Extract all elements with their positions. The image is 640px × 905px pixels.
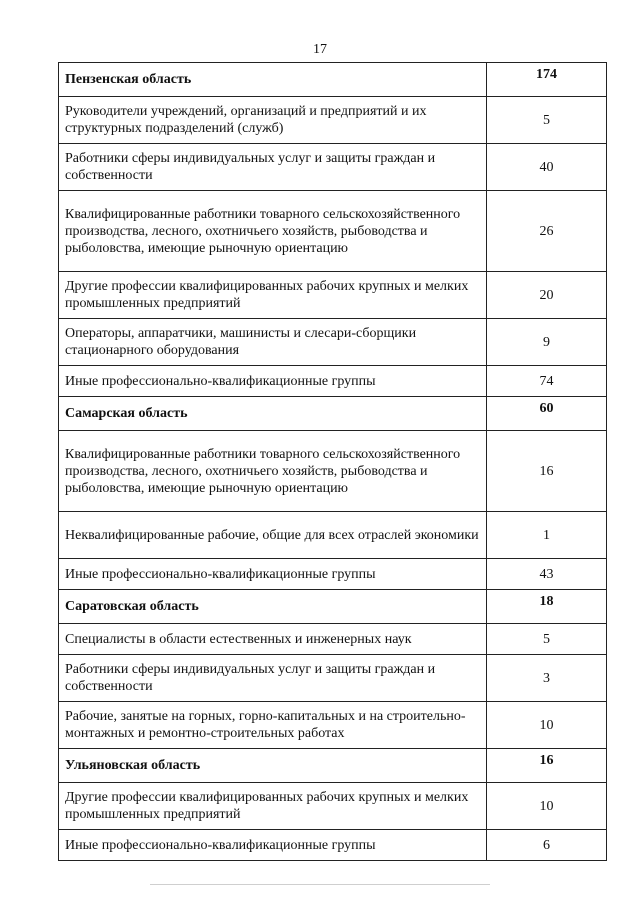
quota-value: 5 [487,624,607,655]
profession-group: Иные профессионально-квалификационные группы [59,830,487,861]
region-name: Ульяновская область [59,749,487,783]
quota-value: 16 [487,431,607,512]
table-row [59,702,607,749]
profession-group: Неквалифицированные рабочие, общие для всех отраслей экономики [59,512,487,559]
table-row [59,783,607,830]
quota-table-body [59,63,607,861]
table-row [59,191,607,272]
table-row [59,144,607,191]
region-name: Саратовская область [59,590,487,624]
profession-group: Другие профессии квалифицированных рабочих крупных и мелких промышленных предприятий [59,783,487,830]
profession-group: Работники сферы индивидуальных услуг и защиты граждан и собственности [59,144,487,191]
quota-value: 6 [487,830,607,861]
table-row [59,830,607,861]
quota-value: 9 [487,319,607,366]
quota-value: 74 [487,366,607,397]
profession-group: Руководители учреждений, организаций и предприятий и их структурных подразделений (служб) [59,97,487,144]
table-row [59,319,607,366]
scan-edge-line [150,884,490,885]
table-row [59,272,607,319]
table-row [59,63,607,97]
profession-group: Работники сферы индивидуальных услуг и защиты граждан и собственности [59,655,487,702]
quota-value: 5 [487,97,607,144]
table-row [59,512,607,559]
region-name: Самарская область [59,397,487,431]
quota-table [58,62,607,861]
table-row [59,97,607,144]
quota-value: 26 [487,191,607,272]
profession-group: Другие профессии квалифицированных рабочих крупных и мелких промышленных предприятий [59,272,487,319]
quota-value: 1 [487,512,607,559]
profession-group: Иные профессионально-квалификационные группы [59,366,487,397]
table-row [59,559,607,590]
table-row [59,749,607,783]
profession-group: Операторы, аппаратчики, машинисты и слесари-сборщики стационарного оборудования [59,319,487,366]
quota-value: 10 [487,702,607,749]
region-name: Пензенская область [59,63,487,97]
region-total: 16 [487,749,607,783]
table-row [59,624,607,655]
table-row [59,655,607,702]
quota-value: 10 [487,783,607,830]
table-row [59,431,607,512]
page-number: 17 [313,42,327,57]
quota-value: 3 [487,655,607,702]
profession-group: Рабочие, занятые на горных, горно-капитальных и на строительно-монтажных и ремонтно-строительных работах [59,702,487,749]
profession-group: Специалисты в области естественных и инженерных наук [59,624,487,655]
table-row [59,397,607,431]
region-total: 174 [487,63,607,97]
quota-value: 43 [487,559,607,590]
profession-group: Квалифицированные работники товарного сельскохозяйственного производства, лесного, охотничьего хозяйств, рыбоводства и рыболовства, имеющие рыночную ориентацию [59,191,487,272]
region-total: 18 [487,590,607,624]
profession-group: Иные профессионально-квалификационные группы [59,559,487,590]
table-row [59,366,607,397]
quota-value: 40 [487,144,607,191]
region-total: 60 [487,397,607,431]
table-row [59,590,607,624]
quota-value: 20 [487,272,607,319]
profession-group: Квалифицированные работники товарного сельскохозяйственного производства, лесного, охотничьего хозяйств, рыбоводства и рыболовства, имеющие рыночную ориентацию [59,431,487,512]
